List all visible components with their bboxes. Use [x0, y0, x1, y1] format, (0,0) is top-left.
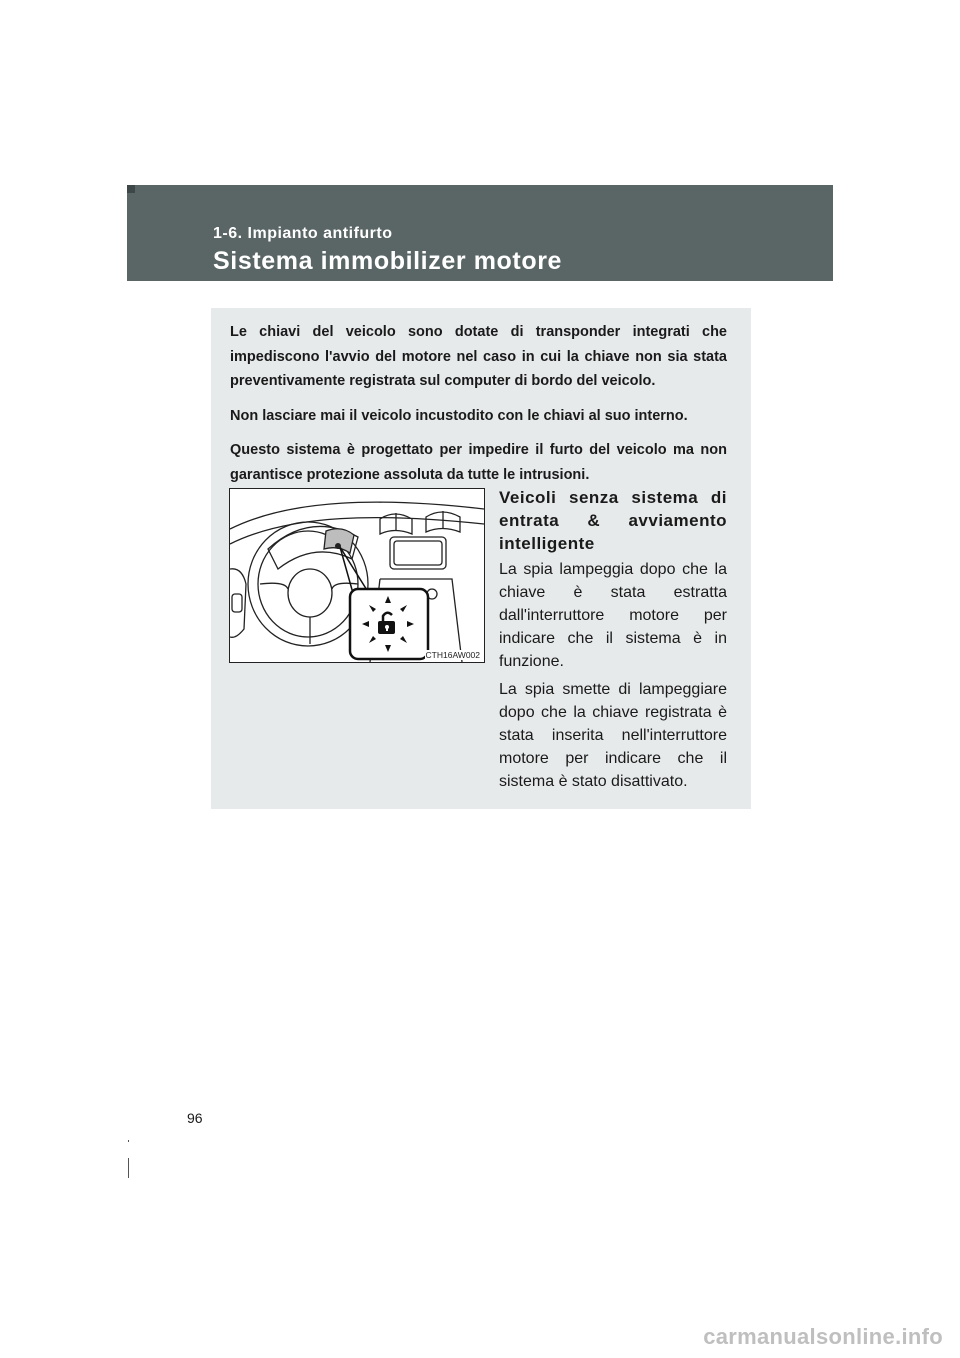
- chapter-header: [127, 185, 833, 281]
- dashboard-illustration: [229, 488, 485, 663]
- subsection-heading: Veicoli senza sistema di entrata & avviamento intelligente: [499, 488, 727, 553]
- page-title: Sistema immobilizer motore: [213, 247, 563, 275]
- intro-paragraph: Le chiavi del veicolo sono dotate di transponder integrati che impediscono l'avvio del motore nel caso in cui la chiave non sia stata preventivamente registrata sul computer di bordo del veicolo.: [230, 324, 727, 389]
- intro-paragraph: Questo sistema è progettato per impedire il furto del veicolo ma non garantisce protezione assoluta da tutte le intrusioni.: [230, 442, 727, 483]
- margin-mark: [128, 1158, 129, 1178]
- dashboard-drawing: [230, 489, 484, 662]
- body-paragraph: La spia smette di lampeggiare dopo che la chiave registrata è stata inserita nell'interruttore motore per indicare che il sistema è stato disattivato.: [499, 681, 727, 790]
- content-box: [211, 308, 751, 809]
- intro-paragraph: Non lasciare mai il veicolo incustodito con le chiavi al suo interno.: [230, 407, 688, 424]
- figure-code: CTH16AW002: [425, 650, 480, 660]
- intro-text: [230, 320, 727, 497]
- section-label: 1-6. Impianto antifurto: [213, 225, 393, 242]
- margin-mark: [128, 1140, 129, 1142]
- body-paragraph: La spia lampeggia dopo che la chiave è stata estratta dall'interruttore motore per indicare che il sistema è in funzione.: [499, 561, 727, 670]
- page-number: 96: [187, 1110, 203, 1126]
- watermark: carmanualsonline.info: [703, 1324, 943, 1349]
- header-corner-mark: [127, 185, 135, 193]
